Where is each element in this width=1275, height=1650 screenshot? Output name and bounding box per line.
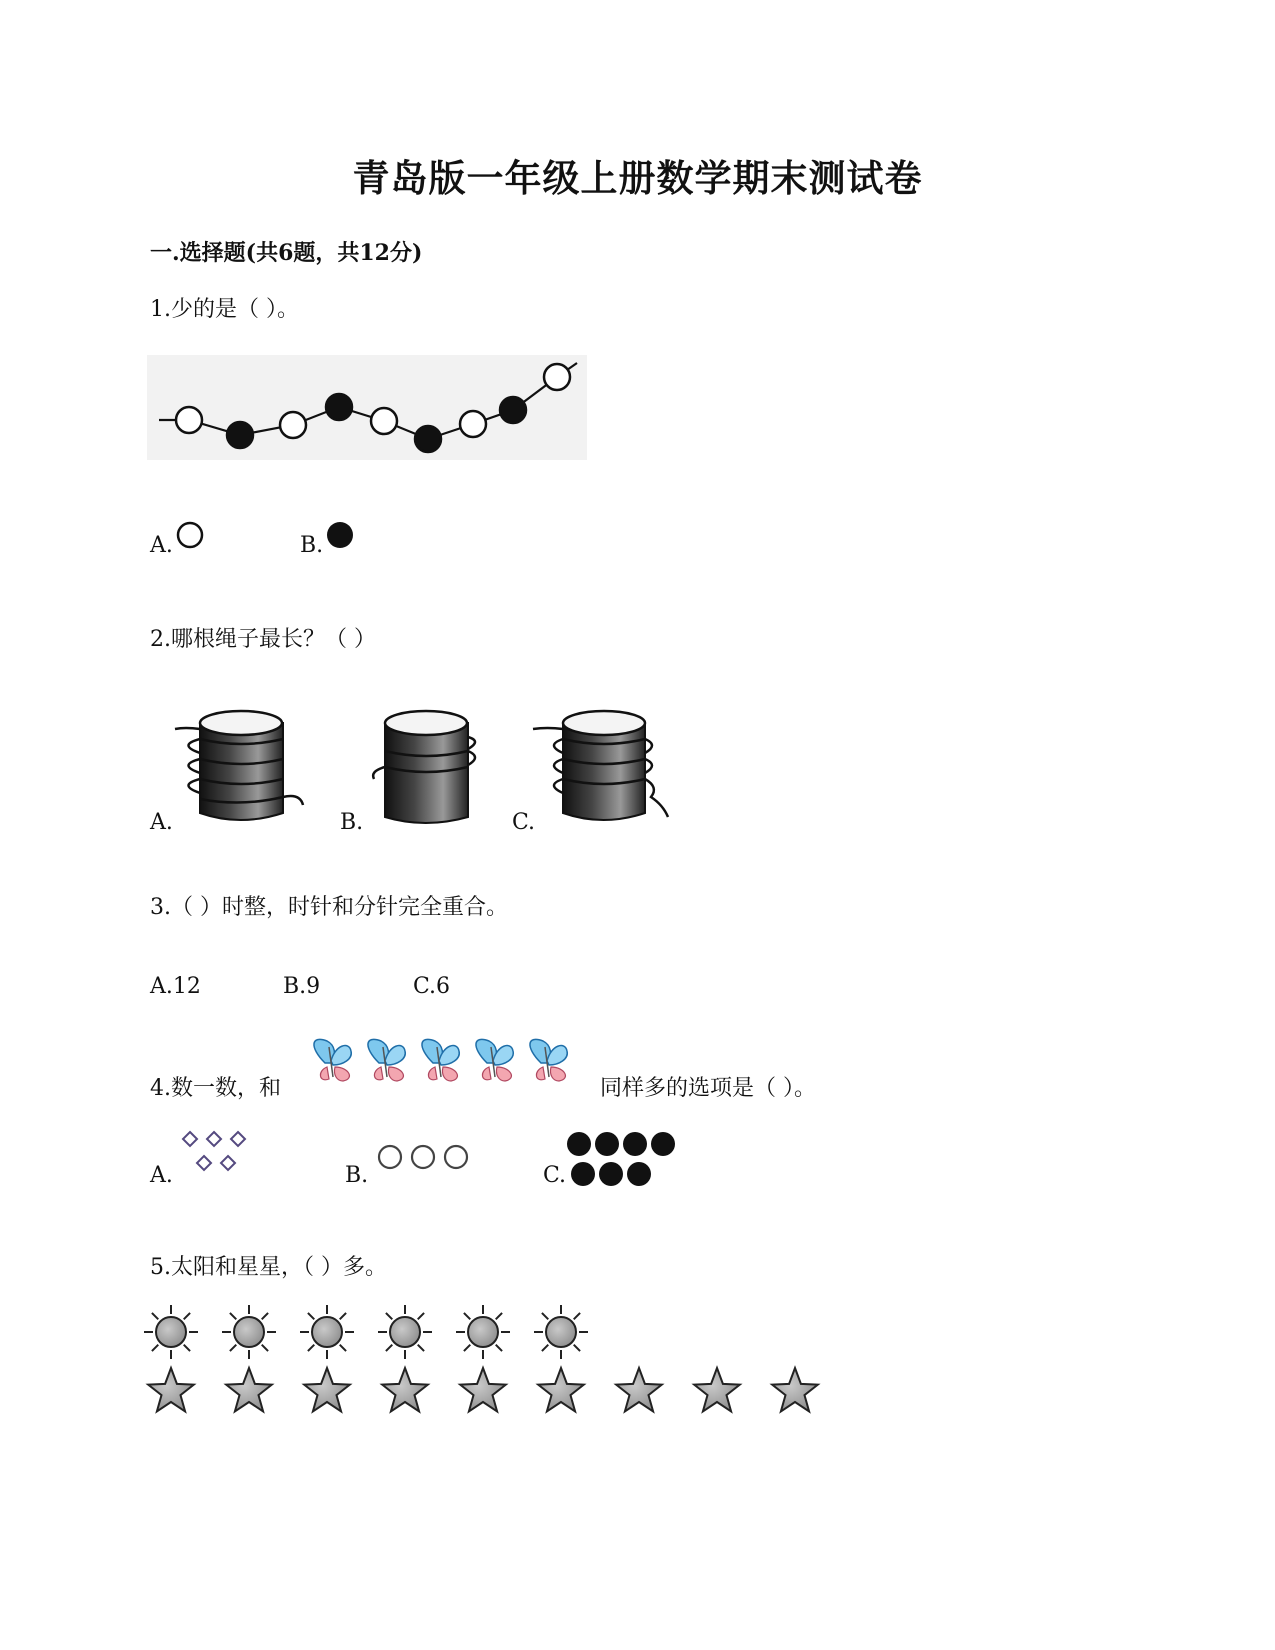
black-bead [326,394,352,420]
suns-and-stars-figure [147,1300,847,1425]
star-icon [772,1368,818,1411]
question-3: 3.（ ）时整，时针和分针完全重合。 [150,895,508,920]
q3-option-b: B.9 [283,974,321,999]
question-4-lead: 4.数一数，和 [150,1076,281,1101]
sun-icon [300,1305,354,1359]
circle-icon [412,1146,434,1168]
diamond-icon [197,1156,211,1170]
black-dot-icon [567,1132,591,1156]
butterflies-figure [305,1037,585,1089]
section-heading: 一.选择题(共6题，共12分) [150,240,423,266]
white-bead [460,411,486,437]
black-bead [227,422,253,448]
star-icon [460,1368,506,1411]
star-icon [304,1368,350,1411]
sun-icon [456,1305,510,1359]
q1-option-a-label: A. [150,533,173,558]
circle-icon [379,1146,401,1168]
diamond-icon [231,1132,245,1146]
rope-cylinder-b-icon [370,705,500,830]
star-icon [694,1368,740,1411]
white-bead [371,408,397,434]
butterfly-icon [314,1039,351,1081]
page-title: 青岛版一年级上册数学期末测试卷 [352,156,923,200]
black-dots-group-icon [565,1130,685,1194]
bead-string-figure [147,355,587,460]
circle-icon [445,1146,467,1168]
star-icon [538,1368,584,1411]
q4-option-b-label: B. [345,1163,369,1188]
black-dot-icon [623,1132,647,1156]
star-icon [226,1368,272,1411]
q2-option-a-label: A. [150,810,173,835]
diamonds-group-icon [182,1130,262,1180]
sun-icon [378,1305,432,1359]
q4-option-a-label: A. [150,1163,173,1188]
black-dot-icon [627,1162,651,1186]
diamond-icon [207,1132,221,1146]
butterfly-icon [476,1039,513,1081]
question-2: 2.哪根绳子最长？（ ） [150,627,376,652]
sun-icon [222,1305,276,1359]
q2-option-b-label: B. [340,810,364,835]
black-bead [500,397,526,423]
q3-option-a: A.12 [150,974,201,999]
black-dot-icon [599,1162,623,1186]
q2-option-c-label: C. [512,810,536,835]
white-bead [544,364,570,390]
star-icon [616,1368,662,1411]
circles-group-icon [378,1140,488,1174]
diamond-icon [221,1156,235,1170]
q4-option-c-label: C. [543,1163,567,1188]
question-4-tail: 同样多的选项是（ ）。 [600,1076,816,1101]
q3-option-c: C.6 [413,974,451,999]
white-circle-icon [175,520,205,550]
star-icon [382,1368,428,1411]
black-dot-icon [571,1162,595,1186]
rope-cylinder-a-icon [175,705,325,830]
black-bead [415,426,441,452]
butterfly-icon [530,1039,567,1081]
question-1: 1.少的是（ ）。 [150,297,299,322]
diamond-icon [183,1132,197,1146]
white-bead [176,407,202,433]
black-dot-icon [595,1132,619,1156]
butterfly-icon [422,1039,459,1081]
rope-cylinder-c-icon [533,705,683,830]
star-icon [148,1368,194,1411]
sun-icon [534,1305,588,1359]
q1-option-b-label: B. [300,533,324,558]
sun-icon [144,1305,198,1359]
white-bead [280,412,306,438]
black-circle-icon [325,520,355,550]
black-dot-icon [651,1132,675,1156]
butterfly-icon [368,1039,405,1081]
question-5: 5.太阳和星星，（ ）多。 [150,1255,387,1280]
